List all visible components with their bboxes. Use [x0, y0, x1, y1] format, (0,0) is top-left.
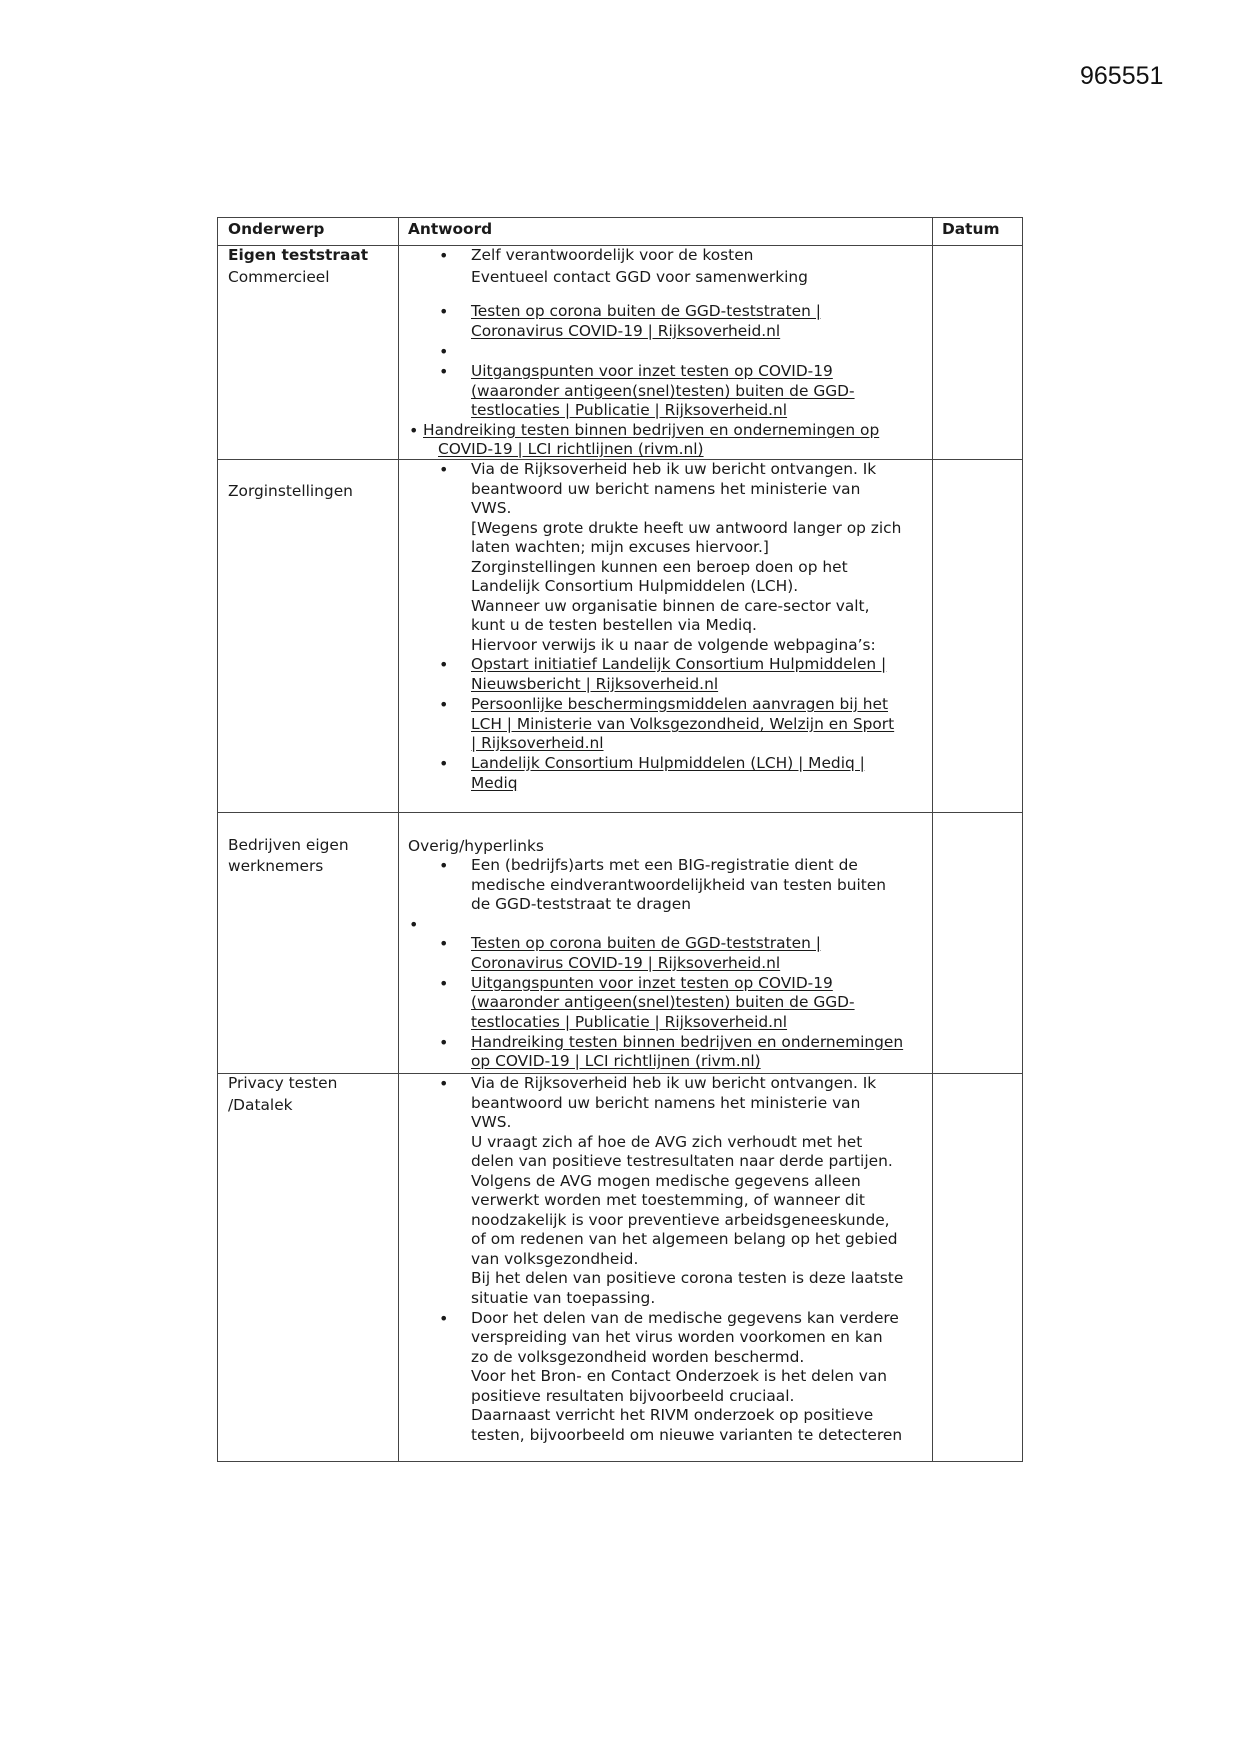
bullet: • [439, 342, 449, 361]
column-divider [932, 218, 933, 1461]
answer-line: Via de Rijksoverheid heb ik uw bericht ontvangen. Ik [471, 1074, 877, 1092]
answer-line: testen, bijvoorbeeld om nieuwe varianten te detecteren [471, 1426, 903, 1444]
hyperlink[interactable]: Persoonlijke beschermingsmiddelen aanvragen bij het [471, 695, 889, 713]
answer-line: zo de volksgezondheid worden beschermd. [471, 1348, 805, 1366]
answer-line: situatie van toepassing. [471, 1289, 656, 1307]
answer-line: Bij het delen van positieve corona testen is deze laatste [471, 1269, 904, 1287]
answer-line: Zorginstellingen kunnen een beroep doen op het [471, 558, 848, 576]
hyperlink[interactable]: COVID-19 | LCI richtlijnen (rivm.nl) [438, 440, 704, 458]
answer-line: Volgens de AVG mogen medische gegevens alleen [471, 1172, 861, 1190]
bullet: • [439, 246, 449, 265]
answer-line: verspreiding van het virus worden voorkomen en kan [471, 1328, 883, 1346]
hyperlink[interactable]: (waaronder antigeen(snel)testen) buiten de GGD- [471, 382, 855, 400]
answer-line: VWS. [471, 499, 512, 517]
answer-line: Wanneer uw organisatie binnen de care-sector valt, [471, 597, 870, 615]
answer-line: U vraagt zich af hoe de AVG zich verhoudt met het [471, 1133, 863, 1151]
answer-line: de GGD-teststraat te dragen [471, 895, 692, 913]
row-subject: Commercieel [228, 268, 330, 286]
document-id: 965551 [1080, 62, 1164, 90]
header-date: Datum [942, 220, 1000, 238]
answer-line: beantwoord uw bericht namens het ministerie van [471, 480, 861, 498]
bullet: • [439, 754, 449, 773]
answer-line: Via de Rijksoverheid heb ik uw bericht ontvangen. Ik [471, 460, 877, 478]
hyperlink[interactable]: Coronavirus COVID-19 | Rijksoverheid.nl [471, 954, 781, 972]
bullet: • [439, 695, 449, 714]
hyperlink[interactable]: Nieuwsbericht | Rijksoverheid.nl [471, 675, 719, 693]
row-subject: Zorginstellingen [228, 482, 353, 500]
answer-line: delen van positieve testresultaten naar derde partijen. [471, 1152, 893, 1170]
hyperlink[interactable]: (waaronder antigeen(snel)testen) buiten de GGD- [471, 993, 855, 1011]
hyperlink[interactable]: Opstart initiatief Landelijk Consortium Hulpmiddelen | [471, 655, 887, 673]
bullet: • [439, 1309, 449, 1328]
bullet: • [409, 421, 419, 440]
row-subject: werknemers [228, 857, 324, 875]
hyperlink[interactable]: Uitgangspunten voor inzet testen op COVID-19 [471, 974, 833, 992]
bullet: • [439, 856, 449, 875]
bullet: • [439, 934, 449, 953]
answer-line: positieve resultaten bijvoorbeeld cruciaal. [471, 1387, 795, 1405]
hyperlink[interactable]: Landelijk Consortium Hulpmiddelen (LCH) | Mediq | [471, 754, 865, 772]
answer-line: medische eindverantwoordelijkheid van testen buiten [471, 876, 887, 894]
header-subject: Onderwerp [228, 220, 325, 238]
answer-line: Een (bedrijfs)arts met een BIG-registratie dient de [471, 856, 858, 874]
answer-line: Overig/hyperlinks [408, 837, 544, 855]
answer-line: beantwoord uw bericht namens het ministerie van [471, 1094, 861, 1112]
answer-line: kunt u de testen bestellen via Mediq. [471, 616, 757, 634]
answer-line: Landelijk Consortium Hulpmiddelen (LCH). [471, 577, 799, 595]
bullet: • [439, 1033, 449, 1052]
answer-line: Eventueel contact GGD voor samenwerking [471, 268, 808, 286]
hyperlink[interactable]: Testen op corona buiten de GGD-teststraten | [471, 934, 821, 952]
row-subject: Eigen teststraat [228, 246, 369, 264]
bullet: • [439, 974, 449, 993]
answer-line: Hiervoor verwijs ik u naar de volgende webpagina’s: [471, 636, 876, 654]
row-subject: /Datalek [228, 1096, 293, 1114]
answer-line: VWS. [471, 1113, 512, 1131]
row-subject: Privacy testen [228, 1074, 338, 1092]
bullet: • [439, 1074, 449, 1093]
bullet: • [409, 915, 419, 934]
hyperlink[interactable]: Mediq [471, 774, 518, 792]
hyperlink[interactable]: Testen op corona buiten de GGD-teststraten | [471, 302, 821, 320]
row-divider [218, 812, 1022, 813]
answer-line: Zelf verantwoordelijk voor de kosten [471, 246, 754, 264]
answer-line: noodzakelijk is voor preventieve arbeidsgeneeskunde, [471, 1211, 890, 1229]
answer-line: Voor het Bron- en Contact Onderzoek is het delen van [471, 1367, 888, 1385]
bullet: • [439, 302, 449, 321]
answer-line: Door het delen van de medische gegevens kan verdere [471, 1309, 899, 1327]
hyperlink[interactable]: Handreiking testen binnen bedrijven en ondernemingen op [423, 421, 880, 439]
hyperlink[interactable]: op COVID-19 | LCI richtlijnen (rivm.nl) [471, 1052, 761, 1070]
answer-line: of om redenen van het algemeen belang op het gebied [471, 1230, 898, 1248]
column-divider [398, 218, 399, 1461]
bullet: • [439, 362, 449, 381]
hyperlink[interactable]: Coronavirus COVID-19 | Rijksoverheid.nl [471, 322, 781, 340]
hyperlink[interactable]: Handreiking testen binnen bedrijven en ondernemingen [471, 1033, 904, 1051]
bullet: • [439, 655, 449, 674]
hyperlink[interactable]: testlocaties | Publicatie | Rijksoverheid.nl [471, 401, 788, 419]
hyperlink[interactable]: testlocaties | Publicatie | Rijksoverheid.nl [471, 1013, 788, 1031]
answer-line: [Wegens grote drukte heeft uw antwoord langer op zich [471, 519, 902, 537]
hyperlink[interactable]: | Rijksoverheid.nl [471, 734, 604, 752]
answer-line: Daarnaast verricht het RIVM onderzoek op positieve [471, 1406, 874, 1424]
answer-line: laten wachten; mijn excuses hiervoor.] [471, 538, 769, 556]
row-subject: Bedrijven eigen [228, 836, 349, 854]
bullet: • [439, 460, 449, 479]
hyperlink[interactable]: Uitgangspunten voor inzet testen op COVID-19 [471, 362, 833, 380]
answer-table [217, 217, 1023, 1462]
answer-line: van volksgezondheid. [471, 1250, 639, 1268]
hyperlink[interactable]: LCH | Ministerie van Volksgezondheid, Welzijn en Sport [471, 715, 895, 733]
answer-line: verwerkt worden met toestemming, of wanneer dit [471, 1191, 865, 1209]
header-answer: Antwoord [408, 220, 493, 238]
